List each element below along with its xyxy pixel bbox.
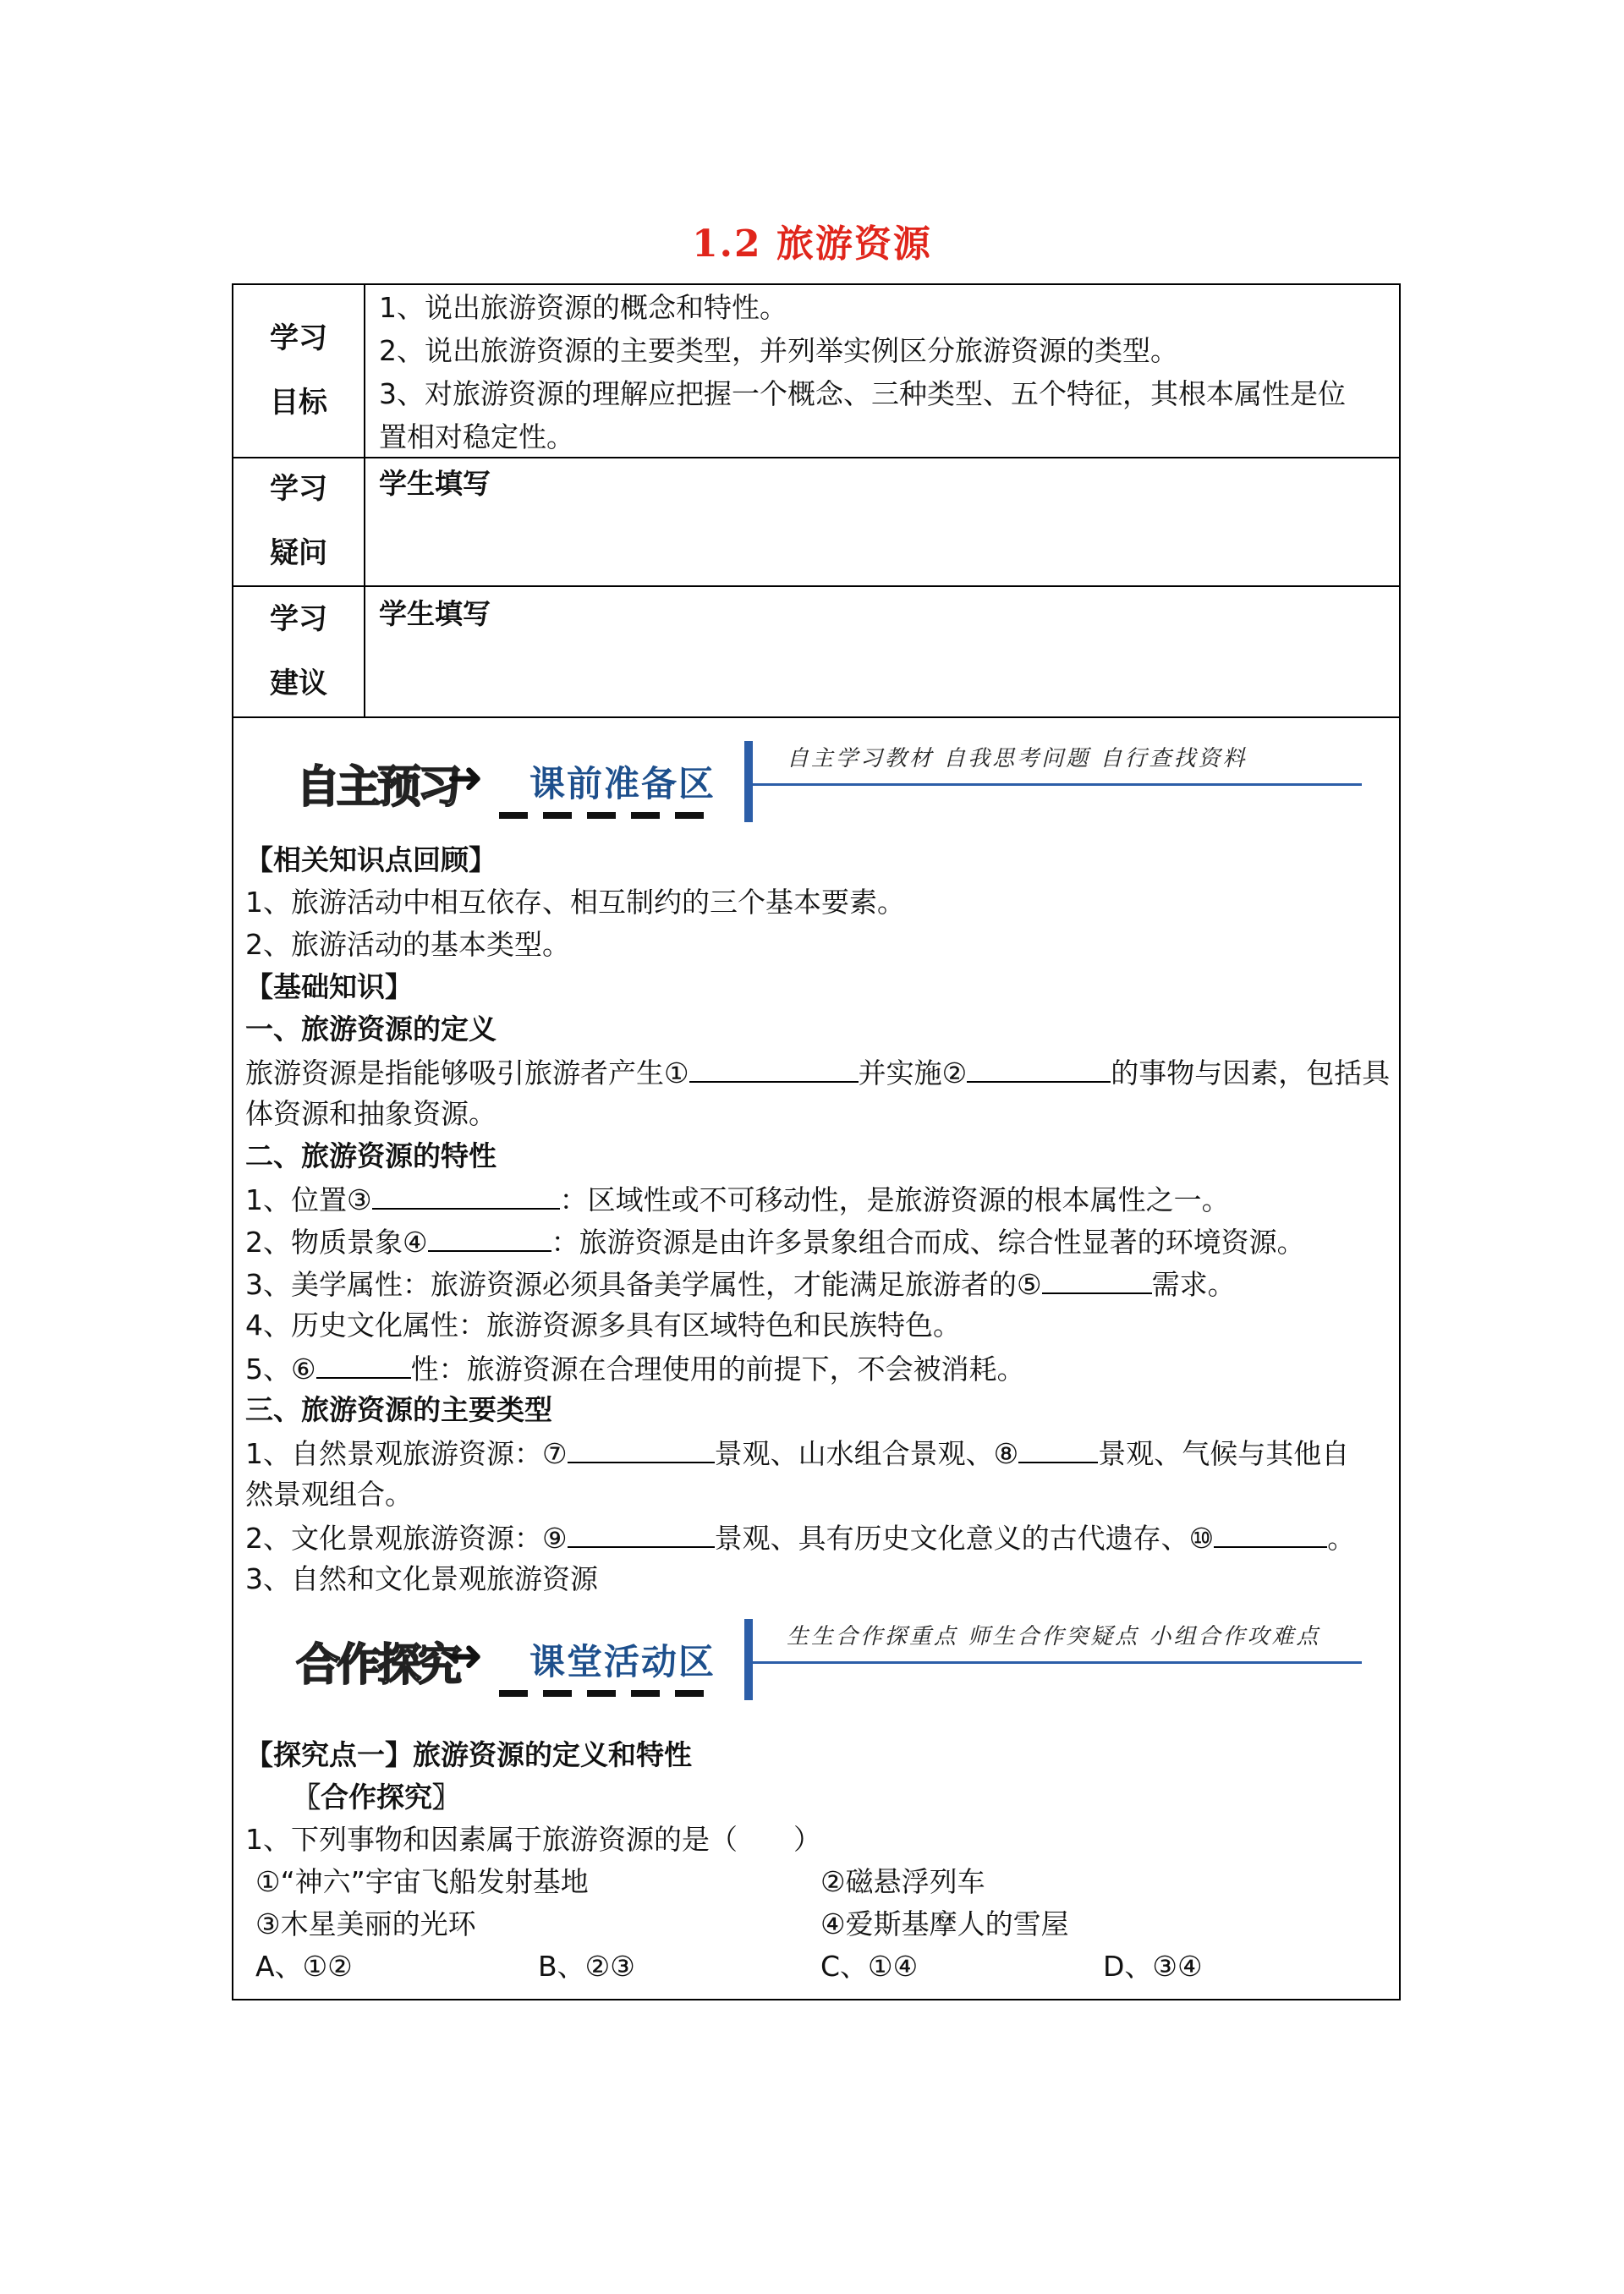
banner-handwriting: 自主预习	[296, 762, 459, 813]
arrow-right-icon: ➜	[447, 1631, 484, 1682]
banner-title: 课堂活动区	[529, 1641, 716, 1682]
blank-9[interactable]	[568, 1516, 715, 1548]
blank-10[interactable]	[1214, 1516, 1327, 1548]
option-item: ④爱斯基摩人的雪屋	[820, 1907, 1069, 1940]
banner-title: 课前准备区	[529, 763, 716, 804]
objective-item: 2、说出旅游资源的主要类型，并列举实例区分旅游资源的类型。	[379, 334, 1178, 367]
section-heading: 三、旅游资源的主要类型	[245, 1393, 552, 1426]
blank-1[interactable]	[689, 1051, 859, 1083]
row-divider	[232, 585, 1401, 587]
type-item: 然景观组合。	[245, 1478, 413, 1511]
choice-c[interactable]: C、①④	[820, 1950, 919, 1983]
type-item: 3、自然和文化景观旅游资源	[245, 1562, 598, 1595]
blank-6[interactable]	[316, 1347, 411, 1379]
banner-class-activity	[296, 1614, 1370, 1715]
definition-line: 旅游资源是指能够吸引旅游者产生① 并实施② 的事物与因素，包括具	[245, 1051, 1390, 1095]
trait-item: 2、物质景象④ ：旅游资源是由许多景象组合而成、综合性显著的环境资源。	[245, 1220, 1305, 1264]
type-item: 1、自然景观旅游资源：⑦ 景观、山水组合景观、⑧ 景观、气候与其他自	[245, 1431, 1349, 1475]
banner-handwriting: 合作探究	[296, 1640, 459, 1691]
row-divider	[232, 716, 1401, 718]
option-item: ③木星美丽的光环	[255, 1907, 476, 1940]
banner-preview	[296, 736, 1370, 837]
explore-heading: 【探究点一】旅游资源的定义和特性	[245, 1738, 692, 1771]
objective-item: 3、对旅游资源的理解应把握一个概念、三种类型、五个特征，其根本属性是位	[379, 377, 1346, 410]
choice-a[interactable]: A、①②	[255, 1950, 353, 1983]
objective-item: 1、说出旅游资源的概念和特性。	[379, 291, 787, 324]
explore-subheading: 〖合作探究〗	[293, 1781, 460, 1814]
banner-line	[753, 1661, 1362, 1664]
option-item: ②磁悬浮列车	[820, 1865, 985, 1898]
banner-bar	[744, 1619, 753, 1700]
banner-slogan: 自主学习教材 自我思考问题 自行查找资料	[787, 746, 1248, 771]
banner-dashes	[499, 812, 710, 819]
objectives-list	[379, 286, 1394, 458]
blank-8[interactable]	[1018, 1431, 1098, 1463]
review-item: 1、旅游活动中相互依存、相互制约的三个基本要素。	[245, 886, 905, 919]
banner-bar	[744, 741, 753, 822]
review-heading: 【相关知识点回顾】	[245, 843, 497, 876]
objective-item: 置相对稳定性。	[379, 420, 574, 453]
blank-2[interactable]	[967, 1051, 1111, 1083]
page-title: 1.2 旅游资源	[692, 222, 932, 266]
label-objectives: 学习 目标	[270, 321, 327, 420]
label-questions: 学习 疑问	[270, 472, 327, 570]
option-item: ①“神六”宇宙飞船发射基地	[255, 1865, 589, 1898]
blank-4[interactable]	[428, 1220, 551, 1252]
trait-item: 3、美学属性：旅游资源必须具备美学属性，才能满足旅游者的⑤ 需求。	[245, 1262, 1236, 1306]
label-suggestions: 学习 建议	[270, 602, 327, 700]
trait-item: 1、位置③ ：区域性或不可移动性，是旅游资源的根本属性之一。	[245, 1177, 1230, 1221]
suggestions-fill-area[interactable]: 学生填写	[379, 597, 491, 630]
choice-d[interactable]: D、③④	[1103, 1950, 1203, 1983]
blank-3[interactable]	[372, 1177, 560, 1210]
arrow-right-icon: ➜	[447, 753, 484, 804]
trait-item: 4、历史文化属性：旅游资源多具有区域特色和民族特色。	[245, 1309, 961, 1342]
banner-slogan: 生生合作探重点 师生合作突疑点 小组合作攻难点	[787, 1624, 1321, 1649]
section-heading: 二、旅游资源的特性	[245, 1139, 497, 1172]
column-divider	[364, 283, 365, 716]
definition-line: 体资源和抽象资源。	[245, 1097, 497, 1130]
question-text: 1、下列事物和因素属于旅游资源的是（ ）	[245, 1823, 821, 1856]
section-heading: 一、旅游资源的定义	[245, 1013, 497, 1045]
questions-fill-area[interactable]: 学生填写	[379, 467, 491, 500]
basics-heading: 【基础知识】	[245, 970, 413, 1003]
type-item: 2、文化景观旅游资源：⑨ 景观、具有历史文化意义的古代遗存、⑩ 。	[245, 1516, 1355, 1560]
trait-item: 5、⑥ 性：旅游资源在合理使用的前提下，不会被消耗。	[245, 1347, 1025, 1391]
blank-5[interactable]	[1042, 1262, 1152, 1294]
choice-b[interactable]: B、②③	[538, 1950, 635, 1983]
blank-7[interactable]	[568, 1431, 715, 1463]
banner-line	[753, 783, 1362, 786]
review-item: 2、旅游活动的基本类型。	[245, 928, 570, 961]
banner-dashes	[499, 1690, 710, 1697]
